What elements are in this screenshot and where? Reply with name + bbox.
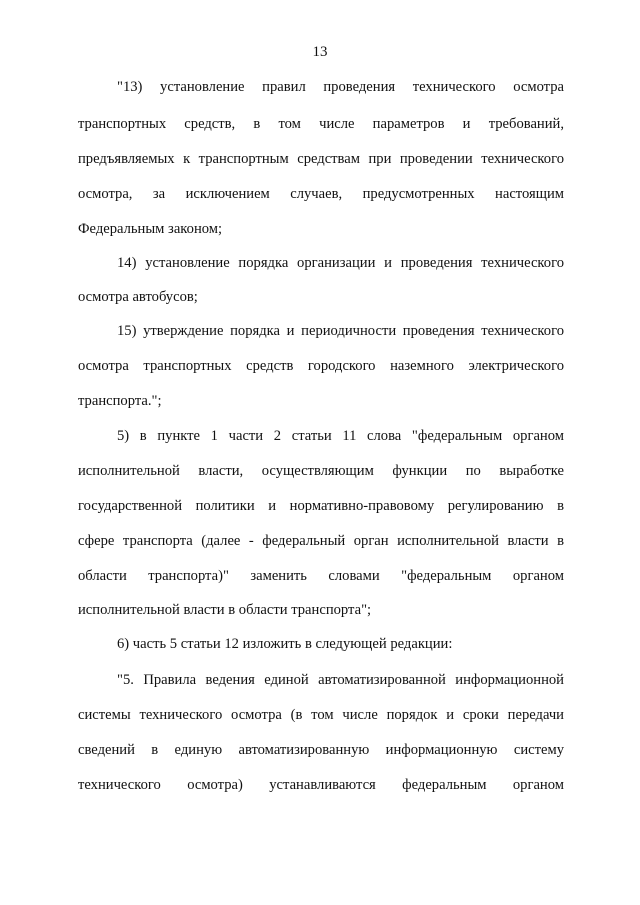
text-line: 14) установление порядка организации и проведения технического [117,255,564,271]
text-line: исполнительной власти в области транспорта"; [78,602,372,618]
text-line: транспортных средств, в том числе параметров и требований, [78,116,564,132]
text-line: технического осмотра) устанавливаются федеральным органом [78,777,564,793]
text-line: системы технического осмотра (в том числе порядок и сроки передачи [78,707,564,723]
text-line: предъявляемых к транспортным средствам при проведении технического [78,151,564,167]
text-line: 15) утверждение порядка и периодичности проведения технического [117,323,564,339]
text-line: области транспорта)" заменить словами "федеральным органом [78,568,564,584]
page-number: 13 [312,44,328,60]
text-line: "13) установление правил проведения технического осмотра [117,79,564,95]
text-line: 5) в пункте 1 части 2 статьи 11 слова "федеральным органом [117,428,564,444]
text-line: сфере транспорта (далее - федеральный орган исполнительной власти в [78,533,564,549]
text-line: сведений в единую автоматизированную информационную систему [78,742,564,758]
text-line: Федеральным законом; [78,221,223,237]
text-line: транспорта."; [78,393,162,409]
text-line: "5. Правила ведения единой автоматизированной информационной [117,672,564,688]
text-line: исполнительной власти, осуществляющим функции по выработке [78,463,564,479]
text-line: осмотра, за исключением случаев, предусмотренных настоящим [78,186,564,202]
text-line: осмотра автобусов; [78,289,198,305]
text-line: осмотра транспортных средств городского наземного электрического [78,358,564,374]
text-line: 6) часть 5 статьи 12 изложить в следующей редакции: [117,636,453,652]
text-line: государственной политики и нормативно-правовому регулированию в [78,498,564,514]
